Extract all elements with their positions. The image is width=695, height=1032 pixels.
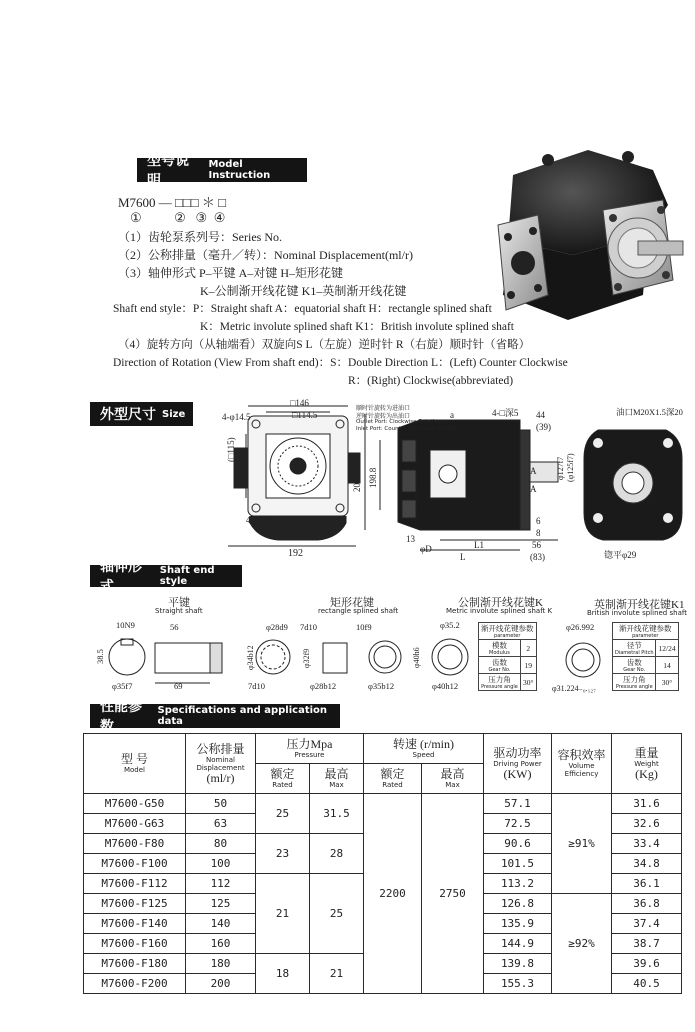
power-cell: 135.9	[484, 914, 552, 934]
model-cell: M7600-F140	[84, 914, 186, 934]
k-40h12: φ40h12	[432, 681, 459, 691]
pressure-max-cell: 28	[310, 834, 364, 874]
h-28d9: φ28d9	[266, 622, 288, 632]
k1-row-1-en: Diametral Pitch	[615, 650, 654, 656]
shaft-type-p-cn: 平键	[168, 597, 190, 609]
k1-row-3-en: Pressure angle	[615, 684, 653, 690]
dim-holes-top: 4-φ14.5	[222, 412, 251, 422]
k1-row-1-cn: 径节	[626, 641, 642, 650]
dim-d: φD	[420, 544, 432, 554]
col-press-cn: 压力Mpa	[286, 737, 333, 751]
spec-table	[83, 733, 682, 994]
dim-a: a	[450, 410, 454, 420]
k1-row-3-cn: 压力角	[622, 675, 646, 684]
dim-spotface: 锪平φ29	[604, 550, 637, 560]
model-instruction-title-cn: 型号说明	[147, 153, 189, 189]
dim-8: 8	[536, 528, 541, 538]
efficiency-cell: ≥91%	[552, 794, 612, 894]
col-model	[84, 734, 186, 794]
col-power	[484, 734, 552, 794]
model-cell: M7600-F112	[84, 874, 186, 894]
col-weight-unit: (Kg)	[635, 766, 658, 781]
power-cell: 72.5	[484, 814, 552, 834]
displacement-cell: 200	[186, 974, 256, 994]
k1-row-2-val: 14	[656, 657, 678, 674]
dim-a1: A	[530, 466, 537, 476]
col-speed	[364, 734, 484, 764]
h-34b12: φ34b12	[246, 645, 255, 670]
k-row-3-cn: 压力角	[488, 675, 511, 684]
k1-31: φ31.224₋₀.₁₂₇	[552, 684, 596, 693]
col-speed-rated-cn: 额定	[380, 767, 405, 781]
model-line-5: Shaft end style：P：Straight shaft A：equatorial shaft H：rectangle splined shaft	[113, 303, 492, 315]
k-row-2-cn: 齿数	[491, 658, 507, 667]
weight-cell: 34.8	[612, 854, 682, 874]
model-line-6: K：Metric involute splined shaft K1：British involute splined shaft	[200, 321, 514, 333]
dim-a2: A	[530, 484, 537, 494]
speed-max-cell: 2750	[422, 794, 484, 994]
model-cell: M7600-G63	[84, 814, 186, 834]
k1-table-head	[613, 623, 679, 640]
col-model-en: Model	[123, 766, 146, 774]
front-view-drawing	[228, 398, 368, 568]
model-cell: M7600-F100	[84, 854, 186, 874]
dim-holes-bottom: 4-φ14	[246, 515, 268, 525]
k1-row-2-cn: 齿数	[626, 658, 642, 667]
dim-83: (83)	[530, 552, 545, 562]
model-instruction-title-en: Model Instruction	[208, 159, 271, 181]
k-spline-table	[478, 622, 537, 691]
col-speed-max-en: Max	[445, 781, 460, 789]
model-line-9: R：(Right) Clockwise(abbreviated)	[348, 375, 514, 387]
k-row-2-en: Gear No.	[488, 667, 511, 673]
power-cell: 113.2	[484, 874, 552, 894]
k-row-1-val: 2	[520, 640, 536, 657]
displacement-cell: 160	[186, 934, 256, 954]
col-eff-cn: 容积效率	[557, 748, 606, 762]
model-code-numbers: ① ② ③ ④	[130, 210, 226, 225]
col-eff-en: Volume Efficiency	[564, 762, 599, 778]
model-line-2: （2）公称排量（毫升／转）：Nominal Displacement(ml/r)	[118, 248, 413, 262]
model-line-4: K–公制渐开线花键 K1–英制渐开线花键	[200, 284, 407, 298]
table-row	[84, 794, 682, 814]
model-line-8: Direction of Rotation (View From shaft end)：S：Double Direction L：(Left) Counter Clockwise	[113, 357, 568, 369]
col-weight	[612, 734, 682, 794]
k-table-head-cn: 渐开线花键参数	[481, 624, 534, 633]
k-row-3-val: 30°	[520, 674, 536, 691]
model-instruction-header	[137, 153, 307, 189]
p-56: 56	[170, 622, 179, 632]
weight-cell: 40.5	[612, 974, 682, 994]
displacement-cell: 50	[186, 794, 256, 814]
dim-114: □114.5	[292, 410, 318, 420]
pressure-rated-cell: 21	[256, 874, 310, 954]
h-32f9: φ32f9	[302, 648, 311, 668]
p-10n9: 10N9	[116, 620, 135, 630]
spec-header	[90, 699, 340, 735]
model-cell: M7600-F200	[84, 974, 186, 994]
pressure-max-cell: 21	[310, 954, 364, 994]
k-row-1-cn: 模数	[491, 641, 507, 650]
shaft-end-title-cn: 轴伸形式	[100, 559, 142, 595]
k-352: φ35.2	[440, 620, 460, 630]
col-press-max-en: Max	[329, 781, 344, 789]
col-power-cn: 驱动功率	[493, 745, 542, 760]
weight-cell: 37.4	[612, 914, 682, 934]
h-10f9: 10f9	[356, 622, 372, 632]
pump-photo	[478, 145, 688, 330]
k1-table-head-cn: 渐开线花键参数	[619, 624, 672, 633]
displacement-cell: 125	[186, 894, 256, 914]
col-disp-cn: 公称排量	[196, 741, 245, 756]
col-speed-cn: 转速 (r/min)	[393, 737, 454, 751]
dim-l: L	[460, 552, 466, 562]
dim-13: 13	[406, 534, 415, 544]
rotation-note-en-2: Inlet Port: Counter Clockwise Rotation	[356, 426, 461, 432]
col-press-en: Pressure	[294, 751, 325, 759]
h-28b12: φ28b12	[310, 681, 337, 691]
weight-cell: 33.4	[612, 834, 682, 854]
k-table-head-en: parameter	[494, 633, 521, 639]
col-press-rated-cn: 额定	[270, 767, 295, 781]
model-code: M7600 — □□□ ＊ □	[118, 195, 226, 210]
weight-cell: 36.8	[612, 894, 682, 914]
col-weight-en: Weight	[634, 759, 659, 768]
pressure-max-cell: 25	[310, 874, 364, 954]
pressure-max-cell: 31.5	[310, 794, 364, 834]
shaft-type-k-cn: 公制渐开线花键K	[458, 597, 543, 609]
weight-cell: 36.1	[612, 874, 682, 894]
k1-row-1-val: 12/24	[656, 640, 678, 657]
weight-cell: 31.6	[612, 794, 682, 814]
dim-port: 油口M20X1.5深20	[616, 407, 683, 417]
power-cell: 90.6	[484, 834, 552, 854]
rotation-note-en-1: Outlet Port: Clockwise Rotation	[356, 419, 442, 425]
col-press-rated-en: Rated	[272, 781, 293, 789]
power-cell: 144.9	[484, 934, 552, 954]
dim-l1: L1	[474, 540, 484, 550]
dim-201: 201.3	[352, 471, 362, 492]
pressure-rated-cell: 18	[256, 954, 310, 994]
model-cell: M7600-F80	[84, 834, 186, 854]
dim-146: □146	[290, 398, 309, 408]
p-35f7: φ35f7	[112, 681, 133, 691]
spec-title-en: Specifications and application data	[157, 705, 328, 727]
power-cell: 139.8	[484, 954, 552, 974]
model-cell: M7600-F180	[84, 954, 186, 974]
p-385: 38.5	[95, 649, 105, 664]
k1-26: φ26.992	[566, 622, 595, 632]
weight-cell: 32.6	[612, 814, 682, 834]
dim-39: (39)	[536, 422, 551, 432]
displacement-cell: 140	[186, 914, 256, 934]
shaft-type-k1-en: British involute splined shaft	[587, 609, 687, 617]
pressure-rated-cell: 23	[256, 834, 310, 874]
col-model-cn: 型 号	[120, 752, 148, 766]
k1-table-head-en: parameter	[632, 633, 659, 639]
col-power-unit: (KW)	[503, 766, 532, 781]
col-displacement	[186, 734, 256, 794]
k-row-2-val: 19	[520, 657, 536, 674]
displacement-cell: 80	[186, 834, 256, 854]
weight-cell: 38.7	[612, 934, 682, 954]
weight-cell: 39.6	[612, 954, 682, 974]
dim-125: (φ125f7)	[566, 453, 575, 482]
speed-rated-cell: 2200	[364, 794, 422, 994]
model-cell: M7600-G50	[84, 794, 186, 814]
dim-115: (□115)	[226, 437, 236, 462]
displacement-cell: 180	[186, 954, 256, 974]
model-cell: M7600-F160	[84, 934, 186, 954]
k1-row-2-en: Gear No.	[623, 667, 646, 673]
h-7d10b: 7d10	[248, 681, 265, 691]
dim-m: 4-□深5	[492, 408, 519, 418]
col-pressure	[256, 734, 364, 764]
col-speed-en: Speed	[412, 751, 435, 759]
pressure-rated-cell: 25	[256, 794, 310, 834]
power-cell: 57.1	[484, 794, 552, 814]
k1-spline-table	[612, 622, 679, 691]
port-view-drawing	[578, 418, 688, 553]
col-power-en: Driving Power	[493, 759, 542, 768]
dim-198: 198.8	[368, 467, 378, 488]
shaft-type-k1-cn: 英制渐开线花键K1	[594, 599, 685, 611]
size-title-cn: 外型尺寸	[100, 407, 156, 423]
col-press-rated	[256, 764, 310, 794]
col-efficiency	[552, 734, 612, 794]
k1-row-3-val: 30°	[656, 674, 678, 691]
dim-192: 192	[288, 548, 303, 559]
shaft-type-h-en: rectangle splined shaft	[318, 607, 399, 615]
h-7d10: 7d10	[300, 622, 317, 632]
model-line-3: （3）轴伸形式 P–平键 A–对键 H–矩形花键	[118, 266, 344, 280]
col-speed-rated-en: Rated	[382, 781, 403, 789]
power-cell: 126.8	[484, 894, 552, 914]
displacement-cell: 100	[186, 854, 256, 874]
displacement-cell: 63	[186, 814, 256, 834]
dim-56: 56	[532, 540, 541, 550]
efficiency-cell: ≥92%	[552, 894, 612, 994]
k-table-head	[479, 623, 537, 640]
model-line-1: （1）齿轮泵系列号：Series No.	[118, 230, 282, 244]
col-weight-cn: 重量	[634, 745, 659, 760]
dim-127: φ127f7	[556, 456, 565, 480]
h-40h6: φ40h6	[412, 647, 421, 668]
col-speed-max	[422, 764, 484, 794]
spec-title-cn: 性能参数	[100, 699, 142, 735]
size-header	[90, 402, 193, 426]
dim-6: 6	[536, 516, 541, 526]
p-69: 69	[174, 681, 183, 691]
dim-44: 44	[536, 410, 545, 420]
shaft-type-k-en: Metric involute splined shaft K	[446, 607, 553, 615]
model-cell: M7600-F125	[84, 894, 186, 914]
col-disp-en: Nominal Displacement	[196, 755, 245, 772]
displacement-cell: 112	[186, 874, 256, 894]
rotation-note-cn-2: 逆时针旋转为出油口	[356, 413, 411, 420]
col-disp-unit: (ml/r)	[206, 770, 235, 785]
shaft-end-title-en: Shaft end style	[159, 565, 215, 587]
shaft-end-header	[90, 559, 242, 595]
col-press-max-cn: 最高	[324, 767, 349, 781]
h-35b12: φ35b12	[368, 681, 395, 691]
k-row-3-en: Pressure angle	[481, 684, 518, 690]
model-line-7: （4）旋转方向（从轴端看）双旋向S L（左旋）逆时针 R（右旋）顺时针（省略）	[118, 339, 531, 351]
col-speed-rated	[364, 764, 422, 794]
power-cell: 101.5	[484, 854, 552, 874]
col-press-max	[310, 764, 364, 794]
shaft-type-h-cn: 矩形花键	[330, 597, 374, 609]
k1-shaft-drawing	[558, 635, 608, 685]
power-cell: 155.3	[484, 974, 552, 994]
col-speed-max-cn: 最高	[440, 767, 465, 781]
k-row-1-en: Modulus	[489, 650, 510, 656]
rotation-note-cn-1: 顺时针旋转为进油口	[356, 405, 411, 412]
size-title-en: Size	[162, 408, 186, 420]
shaft-type-p-en: Straight shaft	[155, 607, 203, 615]
